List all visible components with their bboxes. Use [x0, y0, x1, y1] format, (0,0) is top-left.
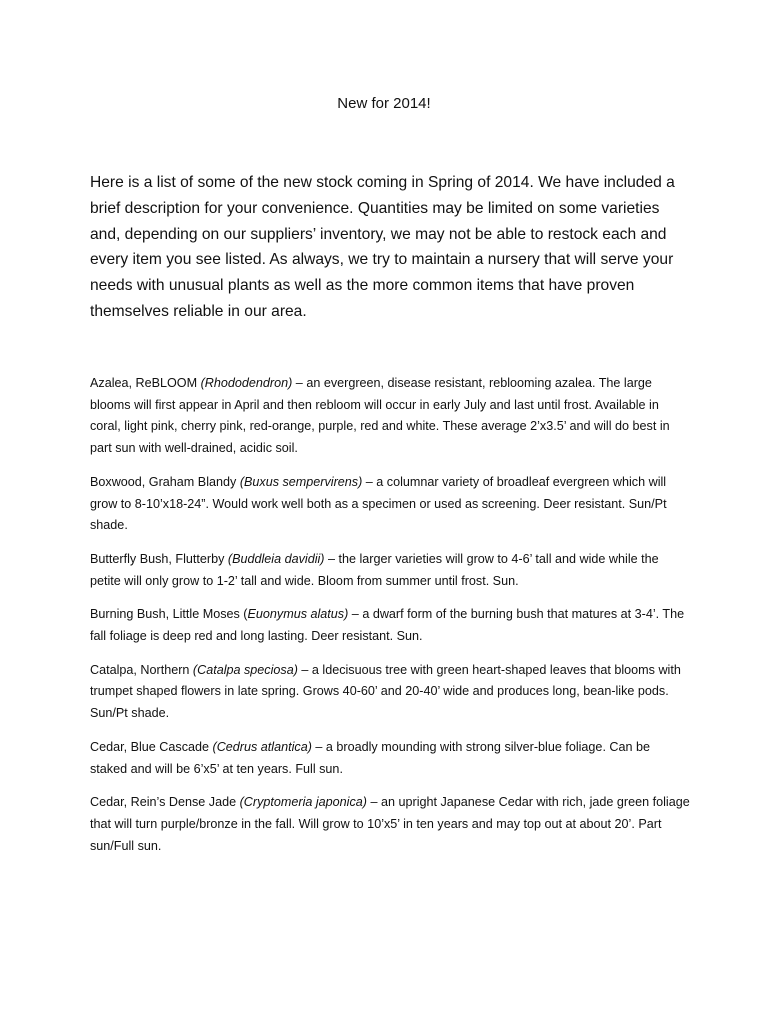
plant-name: Boxwood, Graham Blandy — [90, 474, 240, 489]
plant-description: – the larger varieties will grow to 4-6’ tall and wide while the petite will only grow to 1-2’ tall and wide. Bloom from summer until frost. Sun. — [90, 551, 659, 588]
plant-description: – a broadly mounding with strong silver-blue foliage. Can be staked and will be 6’x5’ at ten years. Full sun. — [90, 739, 651, 776]
plant-description: – an upright Japanese Cedar with rich, jade green foliage that will turn purple/bronze in the fall. Will grow to 10’x5’ in ten years and may top out at about 20’. Part sun/Full sun. — [90, 795, 690, 853]
plant-entry — [90, 373, 690, 460]
plant-name: Azalea, ReBLOOM — [90, 376, 201, 390]
plant-latin-name: (Buxus sempervirens) — [239, 474, 363, 489]
plant-entry — [90, 604, 690, 647]
page-title: New for 2014! — [337, 95, 431, 112]
intro-paragraph: Here is a list of some of the new stock coming in Spring of 2014. We have included a brief description for your convenience. Quantities may be limited on some varieties and, depending on our suppliers’ inventory, we may not be able to restock each and every item you see listed. As always, we try to maintain a nursery that will serve your needs with unusual plants as well as the more common items that have proven themselves reliable in our area. — [90, 174, 675, 320]
plant-entry — [90, 549, 690, 592]
plant-entry — [90, 660, 690, 725]
plant-name: Catalpa, Northern — [90, 662, 193, 677]
plant-latin-name: (Cedrus atlantica) — [212, 739, 312, 754]
plant-name: Cedar, Rein’s Dense Jade — [90, 795, 240, 810]
plant-latin-name: (Buddleia davidii) — [227, 551, 325, 566]
plant-name: Cedar, Blue Cascade — [90, 739, 213, 754]
plant-description: – a ldecisuous tree with green heart-shaped leaves that blooms with trumpet shaped flowers in late spring. Grows 40-60’ and 20-40’ wide and produces long, bean-like pods. Sun/Pt shade. — [90, 662, 681, 721]
plant-latin-name: (Catalpa speciosa) — [192, 662, 298, 677]
plant-list — [90, 373, 690, 869]
plant-name: Butterfly Bush, Flutterby — [90, 551, 228, 566]
plant-latin-name: Euonymus alatus) — [247, 607, 349, 622]
plant-name: Burning Bush, Little Moses ( — [90, 607, 248, 622]
plant-latin-name: (Cryptomeria japonica) — [239, 795, 367, 810]
plant-description: – an evergreen, disease resistant, reblooming azalea. The large blooms will first appear in April and then rebloom will occur in early July and last until frost. Available in coral, light pink, cherry pink, red-orange, purple, red and white. These average 2’x3.5’ and will do best in part sun with well-drained, acidic soil. — [90, 376, 670, 456]
plant-entry — [90, 737, 690, 780]
plant-description: – a columnar variety of broadleaf evergreen which will grow to 8-10’x18-24”. Would work well both as a specimen or used as screening. Deer resistant. Sun/Pt shade. — [90, 474, 667, 533]
plant-entry — [90, 472, 690, 537]
plant-entry — [90, 792, 690, 857]
plant-description: – a dwarf form of the burning bush that matures at 3-4’. The fall foliage is deep red and long lasting. Deer resistant. Sun. — [90, 607, 685, 644]
plant-latin-name: (Rhododendron) — [200, 376, 293, 390]
